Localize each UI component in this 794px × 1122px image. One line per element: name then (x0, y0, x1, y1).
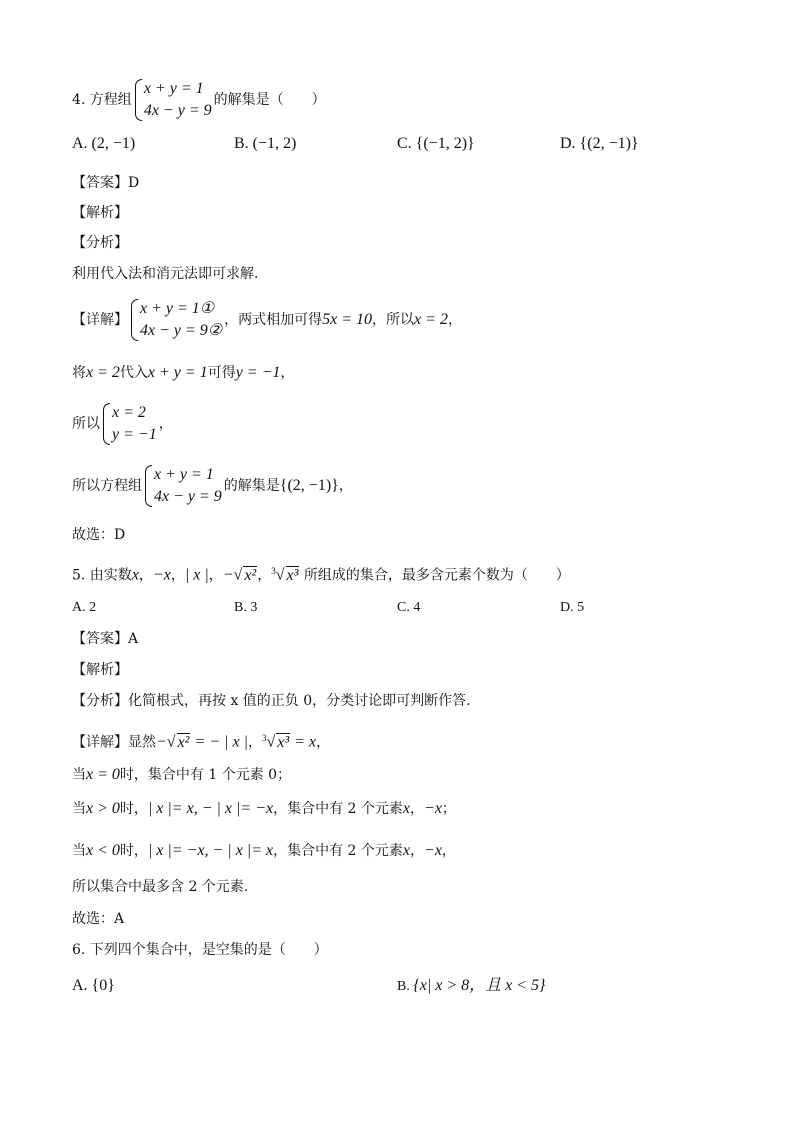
q4-so-y: y = −1 (112, 426, 157, 443)
q4-sub-y: y = −1 (235, 364, 281, 381)
q5-casen-m2: | x |= −x, − | x |= x (147, 842, 274, 859)
q5-casep-e: ； (441, 801, 456, 817)
q4-detail-eq2: 4x − y = 9② (140, 322, 223, 339)
q5-detail-eq2: = x (290, 733, 317, 751)
cbrt-icon: √ (266, 733, 276, 751)
q5-detail-c1: ， (247, 734, 262, 751)
q5-casep-a: 当 (72, 801, 86, 817)
q5-casep-negx: −x (424, 800, 442, 817)
q5-case0-b: 时，集合中有 1 个元素 0； (119, 767, 292, 783)
q4-sub-xy: x + y = 1 (147, 364, 208, 381)
q4-so (72, 402, 173, 446)
q4-final (72, 464, 353, 508)
q5-stem-c2: ， (170, 567, 185, 584)
q4-final-prefix: 所以方程组 (72, 478, 142, 494)
q5-case-positive (72, 800, 456, 818)
sqrt-icon: √ (233, 566, 243, 584)
q6-option-b (397, 976, 545, 997)
q4-detail (72, 298, 462, 342)
q4-so-label: 所以 (72, 416, 100, 432)
q5-stem-tail: 所组成的集合，最多含元素个数为（ ） (299, 567, 570, 584)
q5-stem-cube-index: 3 (271, 566, 276, 576)
q4-method: 利用代入法和消元法即可求解. (72, 266, 259, 282)
q4-option-b: B. (−1, 2) (234, 135, 297, 152)
q4-final-set: {(2, −1)} (279, 477, 339, 494)
q4-so-comma: ， (158, 416, 173, 432)
q5-casen-m: x < 0 (86, 842, 120, 859)
q4-stem (72, 78, 326, 122)
q4-detail-label: 【详解】 (72, 312, 128, 328)
q4-sub-x2: x = 2 (86, 364, 120, 381)
q5-detail-sq: x² (177, 733, 190, 751)
q6-option-b-label: B. (397, 979, 414, 994)
q4-substitution (72, 364, 294, 382)
q5-casep-m: x > 0 (86, 800, 120, 817)
q4-jiexi: 【解析】 (72, 205, 128, 221)
q4-option-c: C. {(−1, 2)} (397, 135, 475, 152)
q4-sub-text4: ， (280, 365, 295, 381)
q5-casen-a: 当 (72, 843, 86, 859)
q5-fenxi: 【分析】化简根式，再按 x 值的正负 0，分类讨论即可判断作答. (72, 693, 471, 709)
q4-detail-eq1: x + y = 1① (140, 300, 215, 317)
q5-casen-negx: −x (424, 842, 442, 859)
q4-equation-system (134, 78, 212, 122)
q5-case0-m: x = 0 (86, 766, 120, 783)
q4-so-system (102, 402, 157, 446)
q5-summary: 所以集合中最多含 2 个元素. (72, 879, 249, 895)
q4-sub-text2: 代入 (119, 365, 148, 381)
q4-choice: 故选：D (72, 527, 126, 543)
q4-sub-text1: 将 (72, 365, 86, 381)
sqrt-icon: √ (166, 733, 176, 751)
q5-answer: 【答案】A (72, 631, 139, 647)
q4-sub-text3: 可得 (207, 365, 236, 381)
q4-detail-system (130, 298, 222, 342)
q5-jiexi: 【解析】 (72, 662, 128, 678)
q4-so-x: x = 2 (112, 404, 146, 421)
q5-case0-a: 当 (72, 767, 86, 783)
q4-option-a: A. (2, −1) (72, 135, 136, 152)
q4-answer: 【答案】D (72, 175, 140, 191)
q5-stem-x: x (131, 566, 139, 584)
q4-final-end: ， (338, 478, 353, 494)
q4-detail-so: ，所以 (372, 312, 415, 328)
q5-casen-c: ，集合中有 2 个元素 (273, 843, 403, 859)
q4-prefix: 4. 方程组 (72, 92, 132, 108)
q5-stem-absx: | x | (184, 566, 209, 584)
q5-casen-e: ， (441, 843, 456, 859)
q4-detail-end: ， (447, 312, 462, 328)
q4-detail-5x: 5x = 10 (322, 311, 373, 328)
q5-casen-b: 时， (119, 843, 148, 859)
q4-fenxi: 【分析】 (72, 235, 128, 251)
q5-stem-cube: x³ (286, 566, 299, 584)
q5-choice: 故选：A (72, 911, 125, 927)
q5-detail-cube: x³ (277, 733, 290, 751)
q4-final-system (144, 464, 222, 508)
q5-stem-neg: − (222, 566, 234, 584)
q4-final-mid: 的解集是 (223, 478, 280, 494)
q5-detail-cube-index: 3 (261, 733, 267, 743)
q4-final-eq2: 4x − y = 9 (154, 488, 222, 505)
q4-eq1: x + y = 1 (143, 80, 204, 97)
q5-detail-neg: − (156, 733, 167, 751)
q5-option-b: B. 3 (234, 600, 258, 615)
q5-casen-d: ， (410, 843, 425, 859)
q5-casep-b: 时， (119, 801, 148, 817)
q6-option-a: A. {0} (72, 977, 115, 994)
q5-option-d: D. 5 (560, 600, 585, 615)
q5-stem-c4: ， (257, 567, 272, 584)
q4-option-d: D. {(2, −1)} (560, 135, 639, 152)
q5-detail (72, 729, 330, 752)
q5-casep-d: ， (410, 801, 425, 817)
q5-casen-x: x (402, 842, 411, 859)
q5-stem (72, 562, 570, 585)
q6-option-b-set: {x| x > 8，且 x < 5} (413, 977, 546, 994)
cbrt-icon: √ (275, 566, 285, 584)
q5-stem-c3: ， (208, 567, 223, 584)
q5-stem-c1: ， (138, 567, 153, 584)
q4-detail-x2: x = 2 (414, 311, 448, 328)
q6-stem: 6. 下列四个集合中，是空集的是（ ） (72, 942, 328, 958)
q5-detail-label: 【详解】显然 (72, 734, 156, 751)
q5-option-c: C. 4 (397, 600, 421, 615)
q5-detail-eq1: = − | x | (190, 733, 248, 751)
q4-detail-mid: ，两式相加可得 (224, 312, 323, 328)
q4-final-eq1: x + y = 1 (154, 466, 214, 483)
q5-detail-c2: ， (316, 734, 331, 751)
q5-case-negative (72, 842, 456, 860)
q5-stem-a: 5. 由实数 (72, 567, 132, 584)
q4-eq2: 4x − y = 9 (143, 102, 212, 119)
q5-option-a: A. 2 (72, 600, 97, 615)
q5-casep-c: ，集合中有 2 个元素 (273, 801, 403, 817)
q5-casep-x: x (402, 800, 411, 817)
q5-casep-m2: | x |= x, − | x |= −x (147, 800, 274, 817)
q5-case-zero (72, 766, 291, 784)
q5-stem-sq: x² (244, 566, 257, 584)
q4-suffix: 的解集是（ ） (213, 92, 326, 108)
q5-stem-negx: −x (152, 566, 171, 584)
